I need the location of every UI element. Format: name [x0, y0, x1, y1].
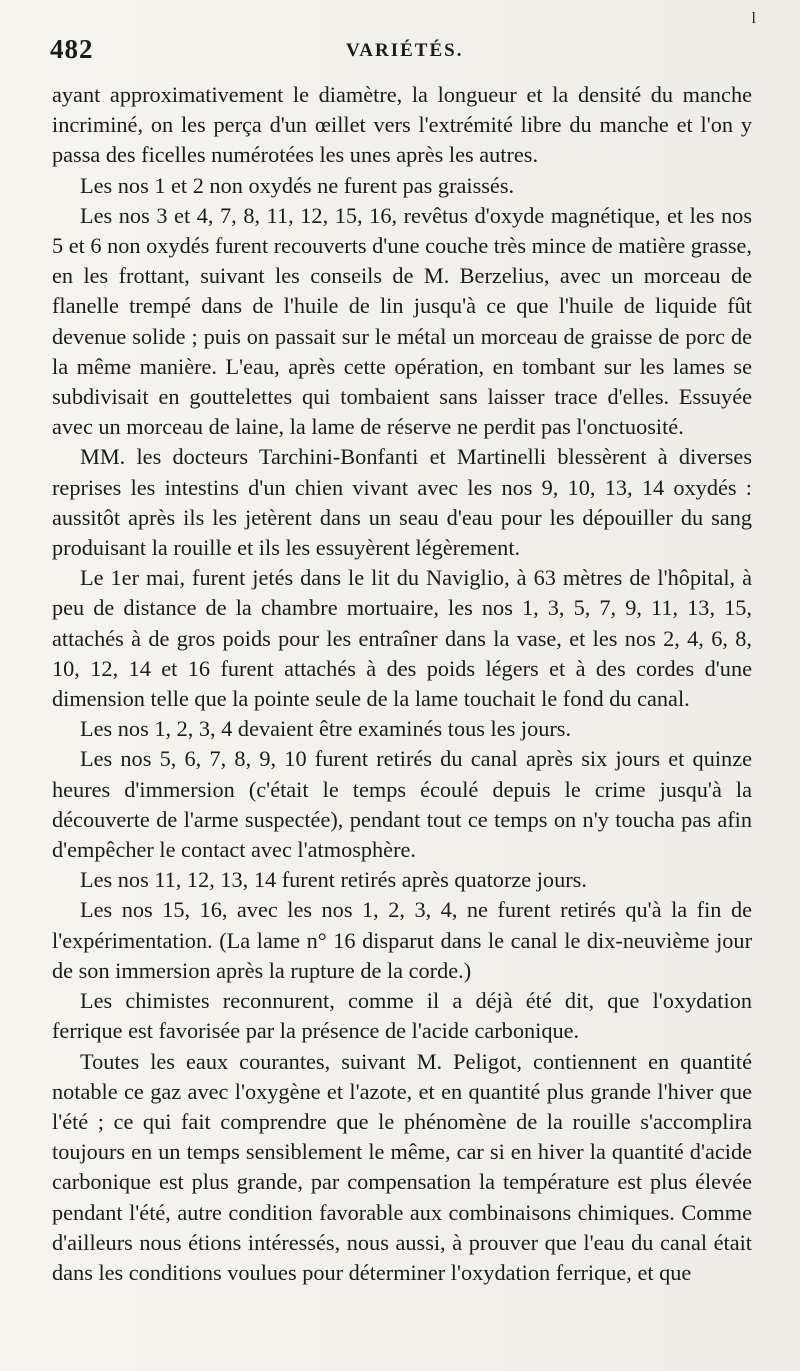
paragraph: Les nos 1 et 2 non oxydés ne furent pas graissés. — [80, 172, 515, 198]
page-number: 482 — [50, 34, 94, 64]
corner-mark: l — [751, 10, 756, 27]
paragraph: Le 1er mai, furent jetés dans le lit du Naviglio, à 63 mètres de l'hôpital, à peu de distance de la chambre mortuaire, les nos 1, 3, 5, 7, 9, 11, 13, 15, attachés à de gros poids pour les entraîner dans la vase, et les nos 2, 4, 6, 8, 10, 12, 14 et 16 furent attachés à des poids légers et à des cordes d'une dimension telle que la pointe seule de la lame touchait le fond du canal. — [52, 565, 752, 712]
paragraph: Les nos 15, 16, avec les nos 1, 2, 3, 4, ne furent retirés qu'à la fin de l'expérimentation. (La lame n° 16 disparut dans le canal le dix-neuvième jour de son immersion après la rupture de la corde.) — [52, 897, 752, 983]
paragraph-continuation: ayant approximativement le diamètre, la longueur et la densité du manche incriminé, on les perça d'un œillet vers l'extrémité libre du manche et l'on y passa des ficelles numérotées les unes après les autres. — [52, 82, 752, 168]
paragraph: Les nos 5, 6, 7, 8, 9, 10 furent retirés du canal après six jours et quinze heures d'immersion (c'était le temps écoulé depuis le crime jusqu'à la découverte de l'arme suspectée), pendant tout ce temps on n'y toucha pas afin d'empêcher le contact avec l'atmosphère. — [52, 746, 752, 863]
running-head: VARIÉTÉS. — [346, 40, 464, 61]
page-header — [50, 10, 760, 68]
paragraph: MM. les docteurs Tarchini-Bonfanti et Martinelli blessèrent à diverses reprises les intestins d'un chien vivant avec les nos 9, 10, 13, 14 oxydés : aussitôt après ils les jetèrent dans un seau d'eau pour les dépouiller du sang produisant la rouille et ils les essuyèrent légèrement. — [52, 444, 752, 561]
paragraph: Les chimistes reconnurent, comme il a déjà été dit, que l'oxydation ferrique est favorisée par la présence de l'acide carbonique. — [52, 988, 752, 1044]
paragraph: Les nos 3 et 4, 7, 8, 11, 12, 15, 16, revêtus d'oxyde magnétique, et les nos 5 et 6 non oxydés furent recouverts d'une couche très mince de matière grasse, en les frottant, suivant les conseils de M. Berzelius, avec un morceau de flanelle trempé dans de l'huile de lin jusqu'à ce que l'huile de liquide fût devenue solide ; puis on passait sur le métal un morceau de graisse de porc de la même manière. L'eau, après cette opération, en tombant sur les lames se subdivisait en gouttelettes qui tombaient sans laisser trace d'elles. Essuyée avec un morceau de laine, la lame de réserve ne perdit pas l'onctuosité. — [52, 202, 752, 440]
paragraph: Les nos 11, 12, 13, 14 furent retirés après quatorze jours. — [80, 867, 587, 893]
paragraph: Toutes les eaux courantes, suivant M. Peligot, contiennent en quantité notable ce gaz avec l'oxygène et l'azote, et en quantité plus grande l'hiver que l'été ; ce qui fait comprendre que le phénomène de la rouille s'accomplira toujours en un temps sensiblement le même, car si en hiver la quantité d'acide carbonique est plus grande, par compensation la température est plus élevée pendant l'été, autre condition favorable aux combinaisons chimiques. Comme d'ailleurs nous étions intéressés, nous aussi, à prouver que l'eau du canal était dans les conditions voulues pour déterminer l'oxydation ferrique, et que — [52, 1048, 752, 1285]
body-text — [52, 80, 752, 1288]
paragraph: Les nos 1, 2, 3, 4 devaient être examinés tous les jours. — [80, 716, 572, 742]
